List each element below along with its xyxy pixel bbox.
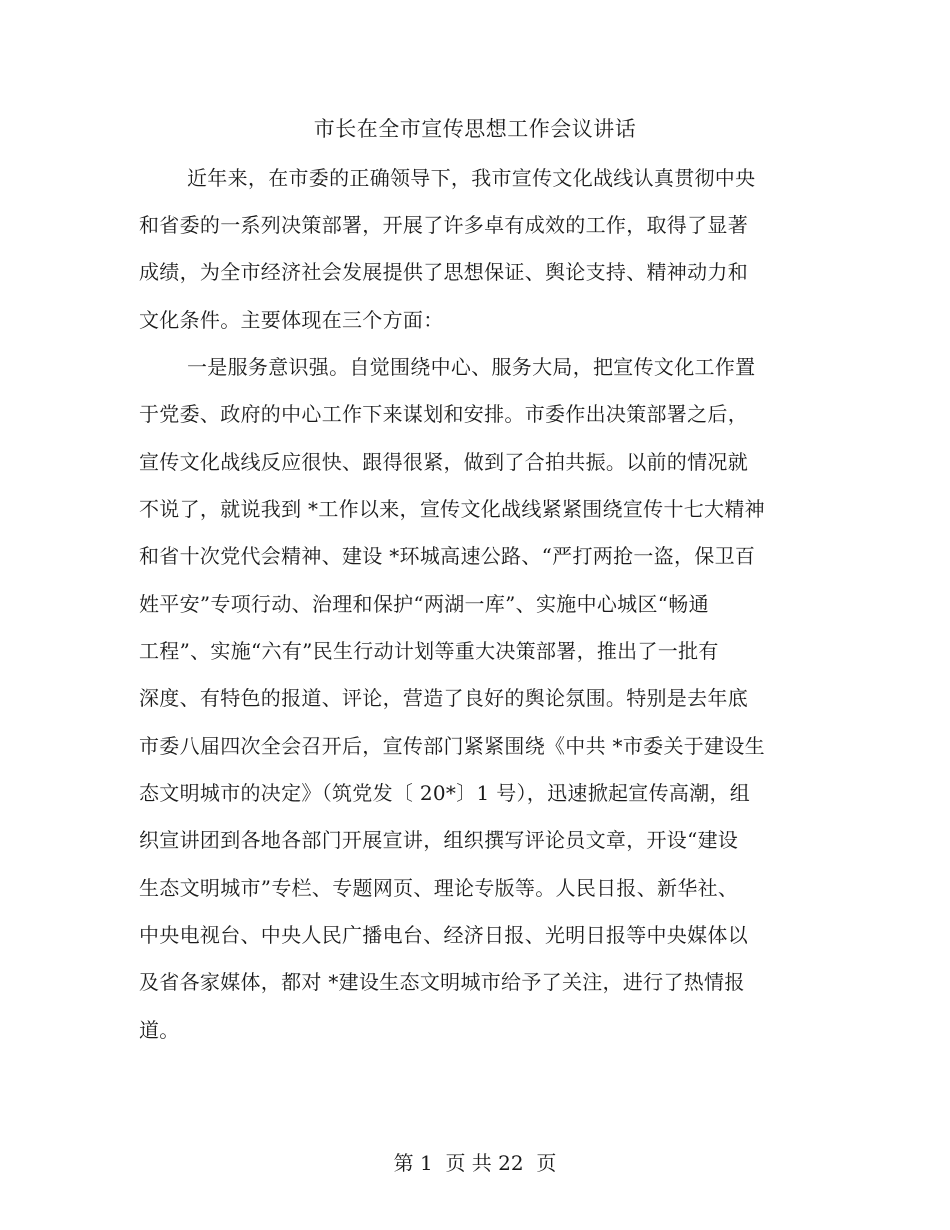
body-line: 文化条件。主要体现在三个方面： (139, 308, 444, 332)
body-line: 及省各家媒体，都对 *建设生态文明城市给予了关注，进行了热情报 (139, 970, 745, 994)
body-line: 成绩，为全市经济社会发展提供了思想保证、舆论支持、精神动力和 (139, 260, 748, 284)
body-line: 织宣讲团到各地各部门开展宣讲，组织撰写评论员文章，开设“建设 (139, 828, 739, 852)
body-line: 不说了，就说我到 *工作以来，宣传文化战线紧紧围绕宣传十七大精神 (139, 497, 765, 521)
body-line: 中央电视台、中央人民广播电台、经济日报、光明日报等中央媒体以 (139, 923, 748, 947)
body-line: 宣传文化战线反应很快、跟得很紧，做到了合拍共振。以前的情况就 (139, 450, 748, 474)
body-line: 于党委、政府的中心工作下来谋划和安排。市委作出决策部署之后， (139, 402, 748, 426)
body-line: 一是服务意识强。自觉围绕中心、服务大局，把宣传文化工作置 (187, 355, 756, 379)
body-line: 道。 (139, 1018, 180, 1042)
body-line: 态文明城市的决定》（筑党发〔 20*〕1 号），迅速掀起宣传高潮，组 (139, 781, 751, 805)
body-line: 深度、有特色的报道、评论，营造了良好的舆论氛围。特别是去年底 (139, 686, 748, 710)
body-line: 和省十次党代会精神、建设 *环城高速公路、“严打两抢一盗，保卫百 (139, 544, 756, 568)
document-title: 市长在全市宣传思想工作会议讲话 (313, 117, 637, 141)
body-line: 近年来，在市委的正确领导下，我市宣传文化战线认真贯彻中央 (187, 166, 756, 190)
body-line: 市委八届四次全会召开后，宣传部门紧紧围绕《中共 *市委关于建设生 (139, 734, 765, 758)
body-line: 和省委的一系列决策部署，开展了许多卓有成效的工作，取得了显著 (139, 213, 748, 237)
body-line: 工程”、实施“六有”民生行动计划等重大决策部署，推出了一批有 (139, 639, 719, 663)
body-line: 生态文明城市”专栏、专题网页、理论专版等。人民日报、新华社、 (139, 876, 739, 900)
body-line: 姓平安”专项行动、治理和保护“两湖一库”、实施中心城区“畅通 (139, 592, 709, 616)
page-number-footer: 第 1 页 共 22 页 (393, 1151, 557, 1175)
